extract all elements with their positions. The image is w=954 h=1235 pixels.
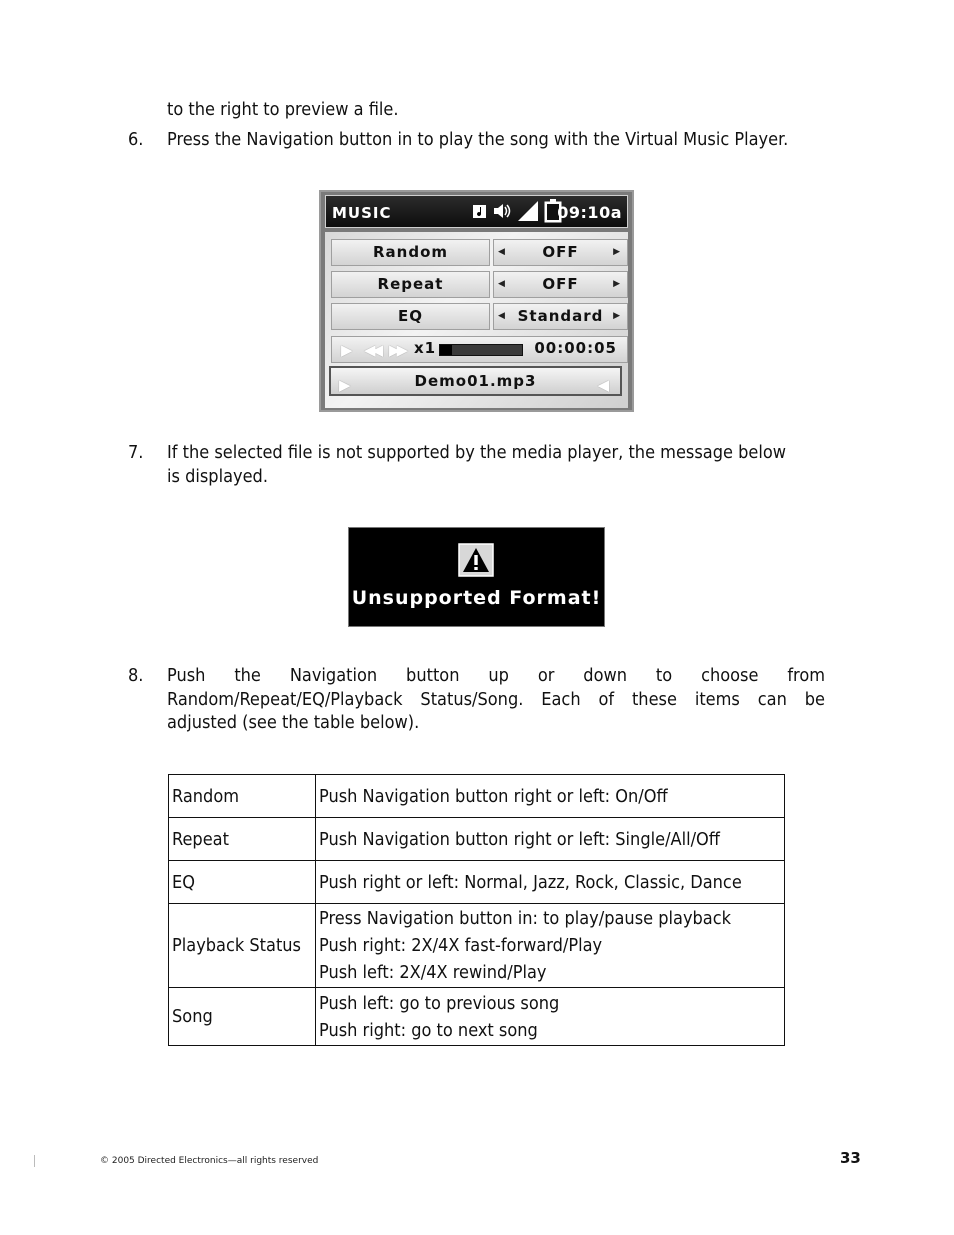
music-player-screen xyxy=(319,190,634,412)
table-description: Push left: go to previous song Push right: go to next song xyxy=(316,988,785,1046)
arrow-right-icon: ▶ xyxy=(613,247,621,257)
step-8-number: 8. xyxy=(128,665,144,686)
unsupported-format-message xyxy=(348,527,605,627)
step-6-text: Press the Navigation button in to play the song with the Virtual Music Player. xyxy=(167,129,789,150)
table-row xyxy=(169,988,785,1046)
row-value: ◀ Standard ▶ xyxy=(493,303,628,330)
step-8-line-1: Push the Navigation button up or down to choose from xyxy=(167,665,825,686)
table-item: Song xyxy=(169,988,316,1046)
next-song-arrow-icon: ▶ xyxy=(339,376,352,394)
previous-song-arrow-icon: ◀ xyxy=(597,376,610,394)
arrow-right-icon: ▶ xyxy=(613,279,621,289)
table-description: Push Navigation button right or left: Single/All/Off xyxy=(316,818,785,861)
table-item: Repeat xyxy=(169,818,316,861)
table-row xyxy=(169,775,785,818)
table-row xyxy=(169,904,785,988)
player-playback-status[interactable] xyxy=(331,336,628,363)
footer-copyright: © 2005 Directed Electronics—all rights reserved xyxy=(100,1156,319,1166)
arrow-right-icon: ▶ xyxy=(613,311,621,321)
playback-speed: x1 xyxy=(414,339,437,357)
step-8-line-3: adjusted (see the table below). xyxy=(167,712,420,733)
row-value: ◀ OFF ▶ xyxy=(493,239,628,266)
song-name: Demo01.mp3 xyxy=(414,372,537,390)
player-menu xyxy=(325,232,628,408)
page-number: 33 xyxy=(840,1149,861,1167)
play-icon: ▶ xyxy=(341,341,354,359)
table-item: Random xyxy=(169,775,316,818)
step-6-number: 6. xyxy=(128,129,144,150)
step-8-text xyxy=(167,664,825,735)
footer-mark xyxy=(34,1155,35,1167)
row-label: Random xyxy=(331,239,490,266)
table-row xyxy=(169,818,785,861)
table-item: Playback Status xyxy=(169,904,316,988)
row-label: Repeat xyxy=(331,271,490,298)
music-note-icon xyxy=(472,202,488,224)
step-8-line-2: Random/Repeat/EQ/Playback Status/Song. Each of these items can be xyxy=(167,688,825,710)
playback-elapsed-time: 00:00:05 xyxy=(534,339,617,357)
arrow-left-icon: ◀ xyxy=(498,279,506,289)
playback-progress-bar xyxy=(439,344,523,356)
step-7-line-1: If the selected file is not supported by the media player, the message below xyxy=(167,442,787,463)
player-title-bar xyxy=(325,195,628,228)
table-row xyxy=(169,861,785,904)
step-7-line-2: is displayed. xyxy=(167,466,268,487)
signal-icon xyxy=(517,200,539,226)
player-row-repeat[interactable] xyxy=(331,271,628,298)
arrow-left-icon: ◀ xyxy=(498,247,506,257)
settings-table xyxy=(168,774,785,1046)
table-description: Press Navigation button in: to play/pause playback Push right: 2X/4X fast-forward/Play Push left: 2X/4X rewind/Play xyxy=(316,904,785,988)
rewind-icon: ◀◀ xyxy=(364,341,380,359)
error-text: Unsupported Format! xyxy=(351,587,602,609)
player-app-name: MUSIC xyxy=(332,204,392,222)
player-song[interactable] xyxy=(329,366,622,396)
player-row-random[interactable] xyxy=(331,239,628,266)
table-description: Push Navigation button right or left: On/Off xyxy=(316,775,785,818)
table-item: EQ xyxy=(169,861,316,904)
playback-progress-fill xyxy=(440,345,452,355)
fast-forward-icon: ▶▶ xyxy=(389,341,405,359)
row-value: ◀ OFF ▶ xyxy=(493,271,628,298)
row-label: EQ xyxy=(331,303,490,330)
arrow-left-icon: ◀ xyxy=(498,311,506,321)
player-clock: 09:10a xyxy=(557,203,622,222)
step-7-number: 7. xyxy=(128,442,144,463)
player-row-eq[interactable] xyxy=(331,303,628,330)
table-description: Push right or left: Normal, Jazz, Rock, Classic, Dance xyxy=(316,861,785,904)
warning-icon xyxy=(458,543,494,581)
intro-continuation: to the right to preview a file. xyxy=(167,99,399,120)
speaker-icon xyxy=(492,202,512,224)
